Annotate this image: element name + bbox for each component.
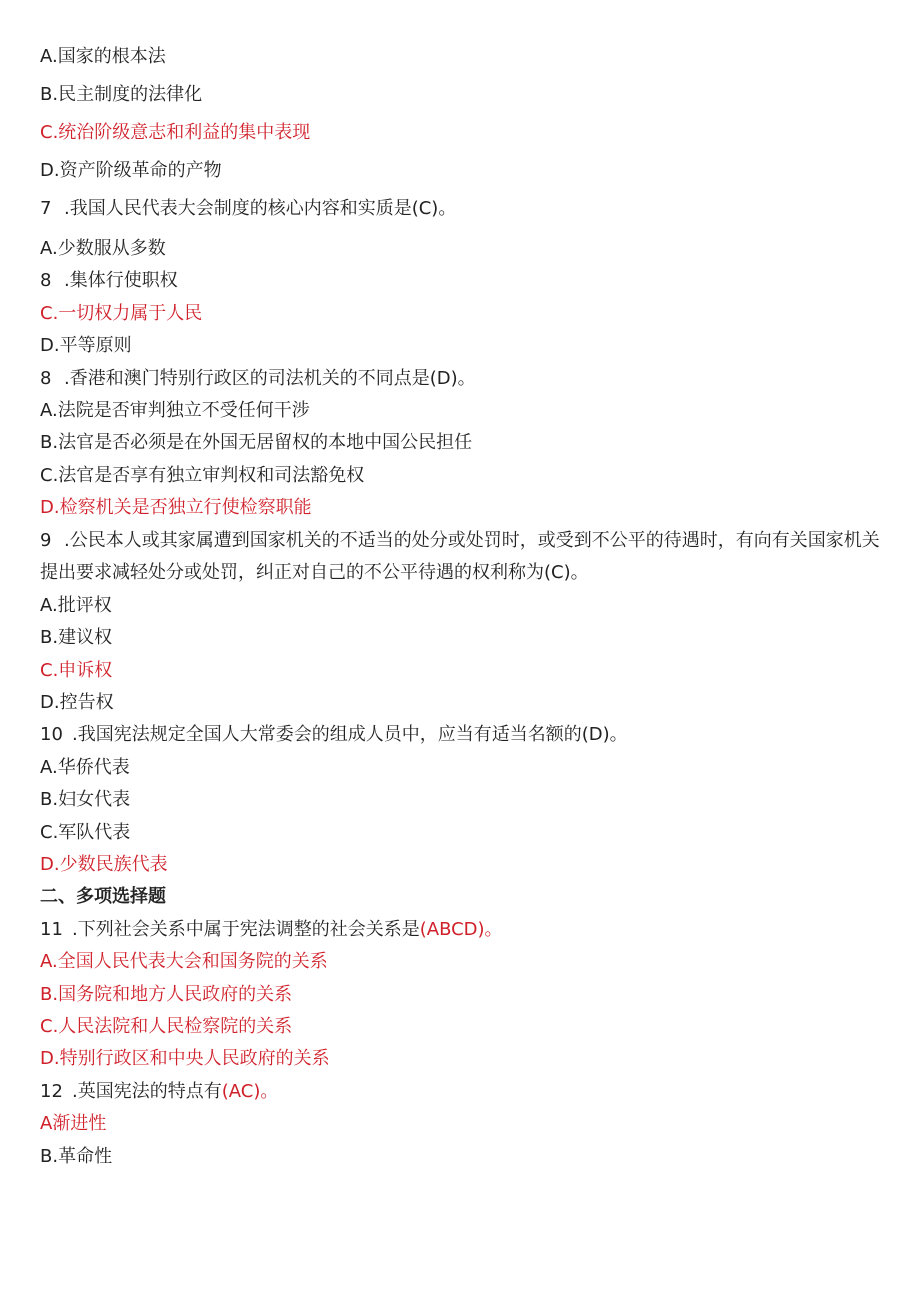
correct-option-line: B.国务院和地方人民政府的关系 [40,984,293,1005]
option-line: B.民主制度的法律化 [40,84,203,105]
correct-option-line: A.全国人民代表大会和国务院的关系 [40,951,328,972]
question-text: .我国人民代表大会制度的核心内容和实质是(C)。 [64,198,457,219]
correct-option-line: D.检察机关是否独立行使检察职能 [40,497,312,518]
question-text: .香港和澳门特别行政区的司法机关的不同点是(D)。 [64,368,476,389]
question-line [40,193,880,225]
question-text: .我国宪法规定全国人大常委会的组成人员中，应当有适当名额的(D)。 [72,724,628,745]
option-line: A.法院是否审判独立不受任何干涉 [40,400,310,421]
option-line: A.华侨代表 [40,757,130,778]
correct-option-line: C.一切权力属于人民 [40,303,203,324]
option-number: 8 [40,270,52,291]
option-line: D.平等原则 [40,335,132,356]
option-line: D.控告权 [40,692,114,713]
option-line: B.建议权 [40,627,113,648]
question-line [40,719,880,751]
question-text: .下列社会关系中属于宪法调整的社会关系是 [72,919,420,940]
question-number: 12 [40,1081,63,1102]
question-line [40,525,880,589]
section-heading: 二、多项选择题 [40,886,166,907]
option-line: A.批评权 [40,595,112,616]
question-text: .公民本人或其家属遭到国家机关的不适当的处分或处罚时，或受到不公平的待遇时，有向有关国家机关提出要求减轻处分或处罚，纠正对自己的不公平待遇的权利称为(C)。 [40,530,880,583]
question-number: 9 [40,530,52,551]
option-text: .集体行使职权 [64,270,178,291]
option-line [40,265,880,297]
question-line [40,914,880,946]
question-number: 11 [40,919,63,940]
question-answer: (AC)。 [221,1081,279,1102]
correct-option-line: C.申诉权 [40,660,113,681]
question-number: 8 [40,368,52,389]
question-answer: (ABCD)。 [419,919,503,940]
correct-option-line: A渐进性 [40,1113,107,1134]
question-line [40,1076,880,1108]
option-line: A.少数服从多数 [40,238,166,259]
question-line [40,363,880,395]
question-number: 10 [40,724,63,745]
question-number: 7 [40,198,52,219]
option-line: C.军队代表 [40,822,131,843]
option-line: C.法官是否享有独立审判权和司法豁免权 [40,465,365,486]
option-line: A.国家的根本法 [40,46,166,67]
option-line: D.资产阶级革命的产物 [40,160,222,181]
option-line: B.妇女代表 [40,789,131,810]
option-line: B.法官是否必须是在外国无居留权的本地中国公民担任 [40,432,473,453]
question-text: .英国宪法的特点有 [72,1081,222,1102]
correct-option-line: D.特别行政区和中央人民政府的关系 [40,1048,330,1069]
correct-option-line: D.少数民族代表 [40,854,168,875]
correct-option-line: C.人民法院和人民检察院的关系 [40,1016,293,1037]
option-line: B.革命性 [40,1146,113,1167]
correct-option-line: C.统治阶级意志和利益的集中表现 [40,122,311,143]
